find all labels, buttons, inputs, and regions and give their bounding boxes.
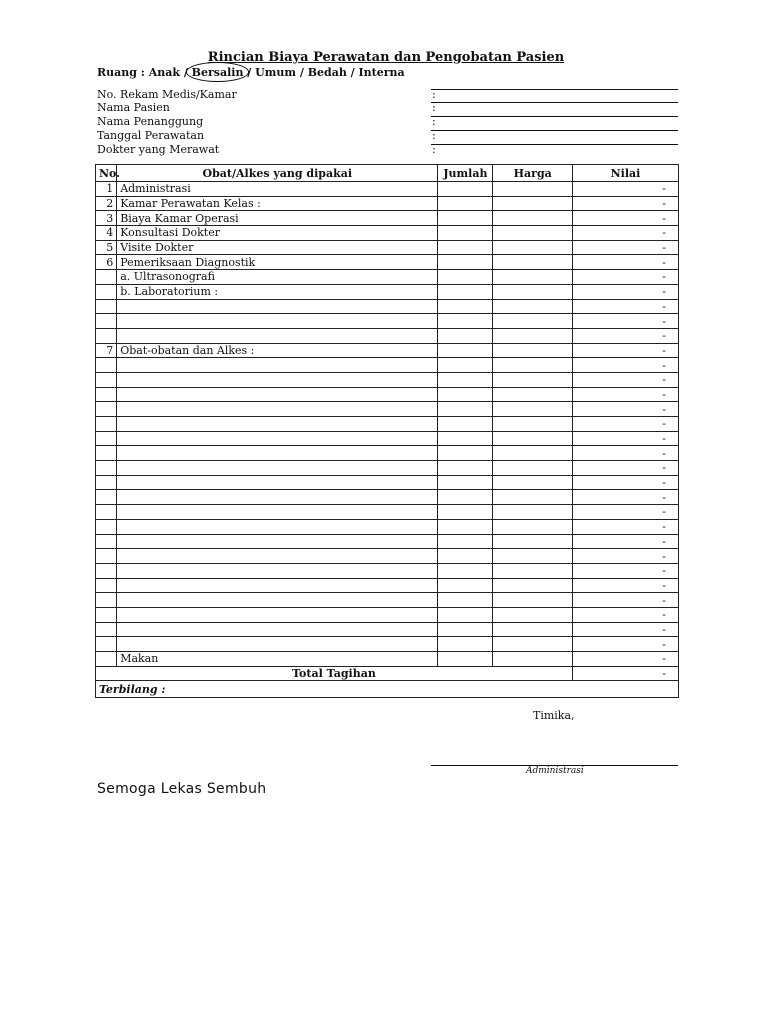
row-nilai: - <box>572 578 678 593</box>
row-harga <box>493 622 572 637</box>
row-no <box>96 299 117 314</box>
row-nilai: - <box>572 652 678 667</box>
row-harga <box>493 211 572 226</box>
table-header-row <box>96 165 679 182</box>
row-item: Administrasi <box>117 182 438 197</box>
info-colon: : <box>432 143 436 156</box>
row-nilai: - <box>572 461 678 476</box>
row-item <box>117 563 438 578</box>
row-item: Pemeriksaan Diagnostik <box>117 255 438 270</box>
row-harga <box>493 637 572 652</box>
table-row <box>96 593 679 608</box>
info-value-dokter[interactable] <box>431 144 678 145</box>
row-jumlah <box>438 652 493 667</box>
table-row <box>96 196 679 211</box>
row-jumlah <box>438 402 493 417</box>
row-jumlah <box>438 328 493 343</box>
row-no <box>96 402 117 417</box>
billing-table <box>95 164 679 698</box>
row-nilai: - <box>572 226 678 241</box>
table-row <box>96 402 679 417</box>
row-harga <box>493 563 572 578</box>
row-jumlah <box>438 637 493 652</box>
info-label-tanggal-perawatan: Tanggal Perawatan <box>97 129 205 142</box>
row-no <box>96 417 117 432</box>
row-no <box>96 358 117 373</box>
row-jumlah <box>438 196 493 211</box>
row-jumlah <box>438 182 493 197</box>
row-jumlah <box>438 417 493 432</box>
row-no <box>96 505 117 520</box>
table-row <box>96 534 679 549</box>
row-no <box>96 637 117 652</box>
row-jumlah <box>438 505 493 520</box>
row-nilai: - <box>572 417 678 432</box>
row-nilai: - <box>572 211 678 226</box>
row-item <box>117 505 438 520</box>
row-jumlah <box>438 270 493 285</box>
row-jumlah <box>438 578 493 593</box>
row-jumlah <box>438 446 493 461</box>
table-row <box>96 314 679 329</box>
row-jumlah <box>438 211 493 226</box>
row-jumlah <box>438 431 493 446</box>
row-item <box>117 622 438 637</box>
table-row <box>96 284 679 299</box>
row-no: 1 <box>96 182 117 197</box>
row-harga <box>493 417 572 432</box>
row-nilai: - <box>572 402 678 417</box>
row-harga <box>493 505 572 520</box>
row-no <box>96 593 117 608</box>
row-item <box>117 490 438 505</box>
row-nilai: - <box>572 358 678 373</box>
row-no <box>96 549 117 564</box>
row-jumlah <box>438 284 493 299</box>
row-jumlah <box>438 490 493 505</box>
terbilang-row <box>96 681 679 698</box>
row-jumlah <box>438 372 493 387</box>
row-jumlah <box>438 358 493 373</box>
info-label-nama-pasien: Nama Pasien <box>97 101 170 114</box>
row-harga <box>493 519 572 534</box>
row-no <box>96 372 117 387</box>
terbilang-label: Terbilang : <box>96 681 679 698</box>
table-row <box>96 505 679 520</box>
row-item: Biaya Kamar Operasi <box>117 211 438 226</box>
row-no <box>96 622 117 637</box>
row-harga <box>493 534 572 549</box>
info-colon: : <box>432 88 436 101</box>
row-item <box>117 446 438 461</box>
row-item: Obat-obatan dan Alkes : <box>117 343 438 358</box>
row-harga <box>493 578 572 593</box>
header-jumlah: Jumlah <box>438 165 493 182</box>
row-nilai: - <box>572 593 678 608</box>
row-jumlah <box>438 607 493 622</box>
table-row <box>96 563 679 578</box>
table-row <box>96 226 679 241</box>
row-harga <box>493 490 572 505</box>
row-no: 3 <box>96 211 117 226</box>
row-no: 2 <box>96 196 117 211</box>
row-jumlah <box>438 549 493 564</box>
row-jumlah <box>438 314 493 329</box>
row-nilai: - <box>572 637 678 652</box>
table-row <box>96 417 679 432</box>
row-no <box>96 578 117 593</box>
table-row <box>96 607 679 622</box>
ruang-selector: Ruang : Anak / Bersalin / Umum / Bedah / Interna <box>97 66 405 79</box>
table-row <box>96 519 679 534</box>
row-no <box>96 607 117 622</box>
row-nilai: - <box>572 563 678 578</box>
table-row <box>96 637 679 652</box>
table-row <box>96 578 679 593</box>
table-row <box>96 461 679 476</box>
row-item <box>117 402 438 417</box>
row-nilai: - <box>572 505 678 520</box>
info-value-nama-penanggung[interactable] <box>431 116 678 117</box>
row-item: Kamar Perawatan Kelas : <box>117 196 438 211</box>
row-item <box>117 417 438 432</box>
row-no: 7 <box>96 343 117 358</box>
table-row <box>96 240 679 255</box>
row-item: Makan <box>117 652 438 667</box>
info-value-tanggal-perawatan[interactable] <box>431 130 678 131</box>
row-harga <box>493 593 572 608</box>
footer-message: Semoga Lekas Sembuh <box>97 781 267 797</box>
row-item: Konsultasi Dokter <box>117 226 438 241</box>
row-harga <box>493 652 572 667</box>
table-row <box>96 652 679 667</box>
row-nilai: - <box>572 549 678 564</box>
row-nilai: - <box>572 270 678 285</box>
row-harga <box>493 299 572 314</box>
row-harga <box>493 446 572 461</box>
row-no <box>96 314 117 329</box>
row-jumlah <box>438 622 493 637</box>
row-no <box>96 475 117 490</box>
row-no <box>96 270 117 285</box>
row-harga <box>493 314 572 329</box>
table-row <box>96 211 679 226</box>
row-no: 6 <box>96 255 117 270</box>
row-nilai: - <box>572 387 678 402</box>
row-nilai: - <box>572 607 678 622</box>
table-row <box>96 549 679 564</box>
row-item: a. Ultrasonografi <box>117 270 438 285</box>
row-no <box>96 563 117 578</box>
header-item: Obat/Alkes yang dipakai <box>117 165 438 182</box>
row-no <box>96 431 117 446</box>
row-item: Visite Dokter <box>117 240 438 255</box>
row-jumlah <box>438 519 493 534</box>
row-harga <box>493 475 572 490</box>
row-no <box>96 387 117 402</box>
row-nilai: - <box>572 622 678 637</box>
info-value-nama-pasien[interactable] <box>431 102 678 103</box>
ruang-option-bersalin-selected: Bersalin <box>191 66 244 79</box>
ruang-option-bedah: Bedah <box>307 66 347 79</box>
table-row <box>96 622 679 637</box>
row-jumlah <box>438 255 493 270</box>
row-harga <box>493 402 572 417</box>
row-harga <box>493 549 572 564</box>
header-nilai: Nilai <box>572 165 678 182</box>
table-row <box>96 475 679 490</box>
table-row <box>96 343 679 358</box>
row-item <box>117 387 438 402</box>
row-item <box>117 328 438 343</box>
total-label: Total Tagihan <box>96 666 573 681</box>
row-jumlah <box>438 226 493 241</box>
row-nilai: - <box>572 534 678 549</box>
ruang-option-anak: Anak <box>148 66 180 79</box>
table-row <box>96 446 679 461</box>
row-no <box>96 652 117 667</box>
row-item <box>117 534 438 549</box>
row-nilai: - <box>572 255 678 270</box>
row-no: 4 <box>96 226 117 241</box>
row-nilai: - <box>572 431 678 446</box>
header-no: No. <box>96 165 117 182</box>
row-harga <box>493 372 572 387</box>
row-harga <box>493 328 572 343</box>
row-nilai: - <box>572 314 678 329</box>
row-no <box>96 461 117 476</box>
info-label-nama-penanggung: Nama Penanggung <box>97 115 204 128</box>
row-item <box>117 461 438 476</box>
row-jumlah <box>438 387 493 402</box>
table-row <box>96 387 679 402</box>
document-title: Rincian Biaya Perawatan dan Pengobatan Pasien <box>207 50 565 65</box>
row-harga <box>493 607 572 622</box>
row-harga <box>493 461 572 476</box>
row-nilai: - <box>572 372 678 387</box>
row-nilai: - <box>572 182 678 197</box>
ruang-label: Ruang : <box>97 66 145 79</box>
row-harga <box>493 387 572 402</box>
row-item <box>117 549 438 564</box>
row-harga <box>493 284 572 299</box>
row-nilai: - <box>572 490 678 505</box>
info-label-dokter: Dokter yang Merawat <box>97 143 220 156</box>
row-item <box>117 314 438 329</box>
row-harga <box>493 431 572 446</box>
row-jumlah <box>438 461 493 476</box>
info-label-rekam-medis: No. Rekam Medis/Kamar <box>97 88 237 101</box>
row-nilai: - <box>572 328 678 343</box>
row-item <box>117 475 438 490</box>
row-item <box>117 607 438 622</box>
signature-role: Administrasi <box>526 766 584 776</box>
row-jumlah <box>438 240 493 255</box>
table-row <box>96 358 679 373</box>
row-no <box>96 490 117 505</box>
row-nilai: - <box>572 284 678 299</box>
total-row <box>96 666 679 681</box>
row-item <box>117 593 438 608</box>
table-row <box>96 255 679 270</box>
row-item <box>117 578 438 593</box>
row-no <box>96 328 117 343</box>
table-row <box>96 431 679 446</box>
row-nilai: - <box>572 196 678 211</box>
row-item <box>117 519 438 534</box>
row-jumlah <box>438 563 493 578</box>
row-no <box>96 534 117 549</box>
row-nilai: - <box>572 240 678 255</box>
row-harga <box>493 240 572 255</box>
row-jumlah <box>438 475 493 490</box>
table-row <box>96 299 679 314</box>
table-row <box>96 270 679 285</box>
table-row <box>96 490 679 505</box>
table-row <box>96 328 679 343</box>
info-colon: : <box>432 115 436 128</box>
row-harga <box>493 358 572 373</box>
info-colon: : <box>432 101 436 114</box>
row-nilai: - <box>572 475 678 490</box>
row-item: b. Laboratorium : <box>117 284 438 299</box>
row-harga <box>493 196 572 211</box>
row-item <box>117 299 438 314</box>
info-value-rekam-medis[interactable] <box>431 89 678 90</box>
row-nilai: - <box>572 446 678 461</box>
row-jumlah <box>438 343 493 358</box>
total-value: - <box>572 666 678 681</box>
table-row <box>96 182 679 197</box>
row-harga <box>493 226 572 241</box>
row-no: 5 <box>96 240 117 255</box>
signature-place: Timika, <box>533 709 575 722</box>
row-jumlah <box>438 593 493 608</box>
table-row <box>96 372 679 387</box>
row-harga <box>493 255 572 270</box>
row-nilai: - <box>572 299 678 314</box>
row-harga <box>493 343 572 358</box>
row-harga <box>493 182 572 197</box>
row-nilai: - <box>572 519 678 534</box>
row-no <box>96 284 117 299</box>
row-no <box>96 446 117 461</box>
row-jumlah <box>438 299 493 314</box>
row-no <box>96 519 117 534</box>
row-item <box>117 637 438 652</box>
header-harga: Harga <box>493 165 572 182</box>
ruang-option-umum: Umum <box>255 66 297 79</box>
row-nilai: - <box>572 343 678 358</box>
ruang-option-interna: Interna <box>358 66 405 79</box>
row-item <box>117 372 438 387</box>
row-item <box>117 431 438 446</box>
info-colon: : <box>432 129 436 142</box>
row-item <box>117 358 438 373</box>
row-jumlah <box>438 534 493 549</box>
row-harga <box>493 270 572 285</box>
